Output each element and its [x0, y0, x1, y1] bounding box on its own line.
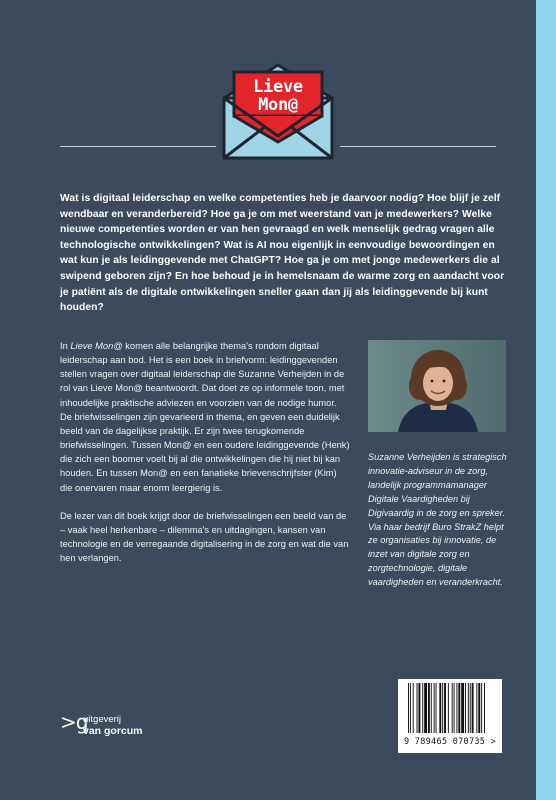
- logo-title-line1: Lieve: [253, 77, 303, 97]
- divider-right: [340, 146, 496, 147]
- author-photo: [368, 340, 506, 432]
- barcode-bar: [431, 683, 432, 733]
- barcode-bar: [476, 683, 477, 733]
- barcode-bar: [417, 683, 418, 733]
- barcode-bar: [410, 683, 411, 733]
- book-title-inline: Lieve Mon@: [70, 341, 123, 351]
- publisher-mark: >g: [60, 710, 88, 734]
- description-prefix: In: [60, 341, 71, 351]
- barcode-bar: [442, 683, 443, 733]
- barcode-bar: [461, 683, 464, 733]
- barcode-bar: [418, 683, 420, 733]
- isbn-number: 9 789465 070735 >: [403, 737, 497, 747]
- barcode-bar: [439, 683, 441, 733]
- barcode-bar: [408, 683, 409, 733]
- intro-questions: Wat is digitaal leiderschap en welke competenties heb je daarvoor nodig? Hoe blijf je zelf wendbaar en veranderbereid? Hoe ga je om met weerstand van je medewerkers? Welke nieuwe competenties worden er van hen gevraagd en welk menselijk gedrag vragen alle technologische ontwikkelingen? Wat is AI nou eigenlijk in eenvoudige bewoordingen en wat kun je als leidinggevende met ChatGPT? Hoe ga je om met jonge medewerkers die al swipend geboren zijn? En hoe behoud je in hemelsnaam de warme zorg en aandacht voor je patiënt als de digitale ontwikkelingen sneller gaan dan jij als leidinggevende bij kunt houden?: [60, 193, 505, 314]
- description-text: komen alle belangrijke thema's rondom digitaal leiderschap aan bod. Het is een boek in briefvorm: leidinggevenden stellen vragen over digitaal leiderschap die Suzanne Verheijden in de rol van Lieve Mon@ beantwoordt. Dat doet ze op informele toon, met inhoudelijke praktische adviezen en voorzien van de nodige humor. De briefwisselingen zijn gevarieerd in thema, en geven een duidelijk beeld van de dagelijkse praktijk. Er zijn twee terugkomende briefwisselingen. Tussen Mon@ en een oudere leidinggevende (Henk) die zich een boomer voelt bij al die ontwikkelingen die hij niet bij kan houden. En tussen Mon@ en een fanatieke brievenschrijfster (Kim) die onervaren maar enorm leergierig is.: [60, 341, 350, 493]
- barcode-bar: [484, 683, 485, 733]
- isbn-barcode: [398, 679, 502, 753]
- barcode-bar: [456, 683, 457, 733]
- logo-title-line2: Mon@: [258, 95, 298, 115]
- description-paragraph-2: De lezer van dit boek krijgt door de briefwisselingen een beeld van de – vaak heel herkenbare – dilemma's en uitdagingen, kansen van technologie en de verregaande digitalisering in de zorg en wat die van hen verlangen.: [60, 510, 349, 564]
- barcode-bar: [452, 683, 453, 733]
- barcode-bar: [424, 683, 427, 733]
- barcode-bar: [478, 683, 480, 733]
- barcode-bar: [468, 683, 469, 733]
- barcode-bar: [448, 683, 449, 733]
- barcode-bar: [454, 683, 455, 733]
- description-column: [60, 339, 350, 579]
- logo-title: [235, 78, 321, 114]
- publisher-name-line2: van gorcum: [83, 725, 143, 737]
- barcode-bar: [481, 683, 482, 733]
- barcode-bar: [472, 683, 474, 733]
- barcode-bar: [465, 683, 466, 733]
- author-bio: Suzanne Verheijden is strategisch innovatie-adviseur in de zorg, landelijk programmamanager Digitale Vaardigheden bij Digivaardig in de zorg en spreker. Via haar bedrijf Buro StrakZ helpt ze organisaties bij innovatie, de inzet van digitale zorg en zorgtechnologie, digitale vaardigheden en veranderkracht.: [368, 452, 507, 588]
- barcode-bar: [422, 683, 423, 733]
- barcode-bar: [458, 683, 460, 733]
- divider-left: [60, 146, 216, 147]
- barcode-bar: [434, 683, 435, 733]
- barcode-bar: [470, 683, 471, 733]
- barcode-bar: [428, 683, 430, 733]
- publisher-name-line1: uitgeverij: [83, 714, 122, 725]
- barcode-bar: [436, 683, 437, 733]
- lieve-mona-logo: [220, 62, 336, 162]
- barcode-bars: [402, 683, 498, 737]
- description-paragraph-1: [60, 339, 350, 495]
- barcode-bar: [413, 683, 414, 733]
- book-spine-strip: [536, 0, 556, 800]
- barcode-bar: [444, 683, 446, 733]
